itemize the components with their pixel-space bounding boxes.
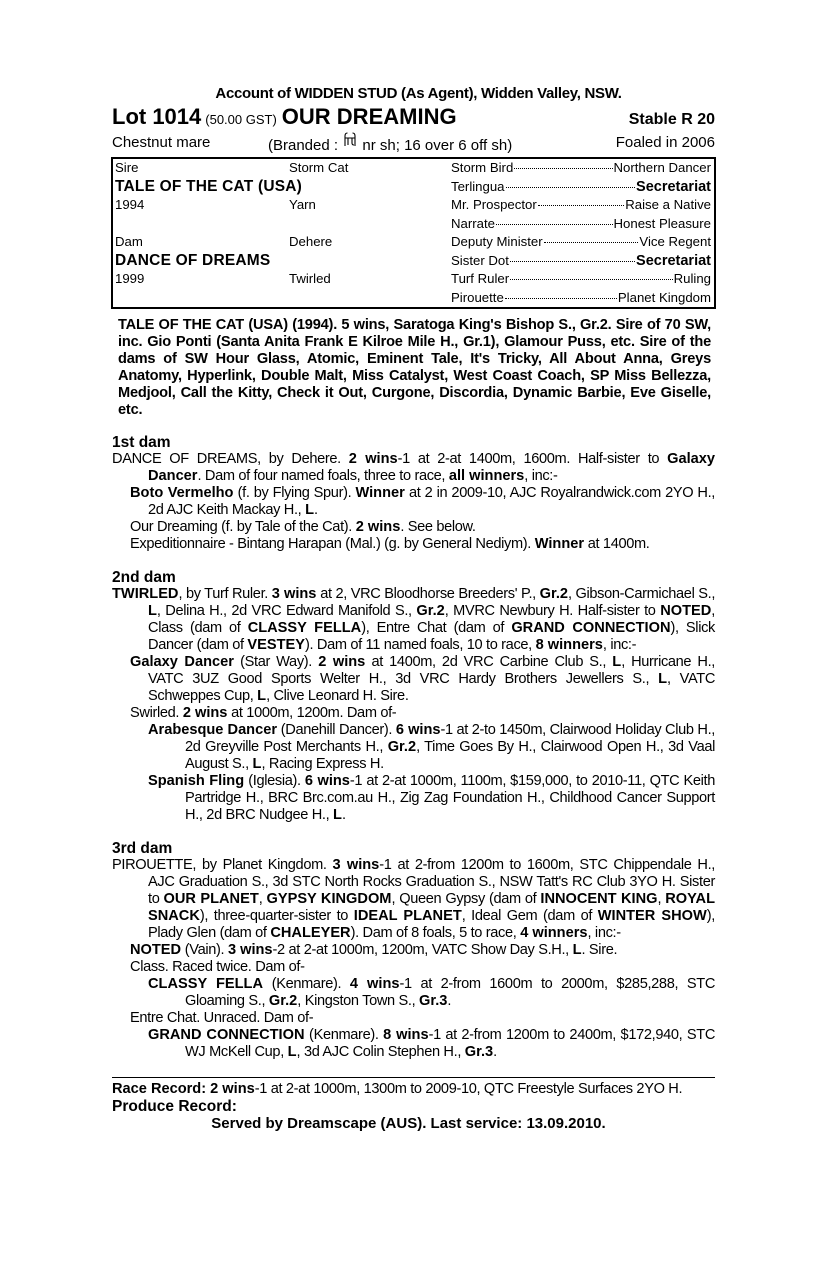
- text: Entre Chat. Unraced. Dam of-: [130, 1010, 314, 1027]
- pedigree-ancestor-row: [113, 215, 714, 234]
- bold-text: CLASSY FELLA: [148, 976, 263, 993]
- dot-leader: [510, 279, 672, 280]
- bold-text: GRAND CONNECTION: [148, 1027, 305, 1044]
- text: , MVRC Newbury H. Half-sister to: [444, 603, 661, 620]
- text: , Delina H., 2d VRC Edward Manifold S.,: [156, 603, 417, 620]
- dam-section: [112, 840, 715, 1061]
- sire-year: 1994: [115, 197, 145, 212]
- text: , Gibson-Carmichael S.,: [568, 586, 716, 603]
- family-entry: [112, 976, 715, 1010]
- bold-text: L: [572, 942, 582, 959]
- ancestor-name: Mr. Prospector: [451, 197, 537, 212]
- vendor-account: Account of WIDDEN STUD (As Agent), Widden Valley, NSW.: [215, 85, 622, 102]
- color-sex: Chestnut mare: [112, 134, 211, 151]
- brand-prefix: (Branded :: [268, 137, 339, 154]
- text: ,: [258, 891, 267, 908]
- text: -1 at 2-to 1450m, Clairwood Holiday Club H., 2d Greyville Post Merchants H.,: [185, 722, 715, 756]
- family-entry: [112, 451, 715, 485]
- bold-text: Galaxy Dancer: [148, 451, 715, 485]
- bold-text: 3 wins: [332, 857, 380, 874]
- bold-text: Gr.2: [387, 739, 417, 756]
- lot-number: Lot 1014: [112, 104, 202, 129]
- ancestor-sire: Planet Kingdom: [617, 289, 711, 305]
- bold-text: 3 wins: [227, 942, 273, 959]
- text: Swirled.: [130, 705, 183, 722]
- text: . Sire.: [581, 942, 618, 959]
- family-entry: [112, 1010, 715, 1027]
- family-entry: [112, 857, 715, 942]
- ancestor-name: Narrate: [451, 215, 495, 231]
- dot-leader: [505, 298, 617, 299]
- dot-leader: [496, 224, 613, 225]
- bold-text: L: [252, 756, 262, 773]
- text: , by Turf Ruler.: [178, 586, 272, 603]
- text: .: [313, 502, 318, 519]
- sire-sire: Storm Cat: [289, 160, 349, 175]
- text: ,: [657, 891, 666, 908]
- pedigree-ancestor-row: [113, 270, 714, 289]
- family-entry: [112, 722, 715, 773]
- bold-text: Gr.3: [464, 1044, 494, 1061]
- brand-info: [268, 132, 616, 154]
- bold-text: WINTER SHOW: [597, 908, 707, 925]
- bold-text: Galaxy Dancer: [130, 654, 234, 671]
- ancestor-sire: Raise a Native: [625, 197, 711, 212]
- family-entry: [112, 485, 715, 519]
- text: (Kenmare).: [263, 976, 350, 993]
- bold-text: GRAND CONNECTION: [511, 620, 671, 637]
- dot-leader: [544, 242, 639, 243]
- sire-name: TALE OF THE CAT (USA): [115, 177, 303, 195]
- text: , inc:-: [587, 925, 621, 942]
- bold-text: 6 wins: [304, 773, 350, 790]
- bold-text: 6 wins: [395, 722, 441, 739]
- family-entry: [112, 654, 715, 705]
- bold-text: all winners: [448, 468, 525, 485]
- dot-leader: [510, 261, 635, 262]
- bold-text: Winner: [355, 485, 405, 502]
- text: , Hurricane H., VATC 3UZ Good Sports Welter H., 3d VRC Hardy Brothers Jewellers S.,: [148, 654, 715, 688]
- text: .: [341, 807, 346, 824]
- horse-name: OUR DREAMING: [281, 104, 457, 129]
- bold-text: ROYAL SNACK: [148, 891, 715, 925]
- bold-text: Gr.2: [539, 586, 569, 603]
- family-entry: [112, 705, 715, 722]
- text: at 2, VRC Bloodhorse Breeders' P.,: [316, 586, 540, 603]
- text: .: [493, 1044, 497, 1061]
- bold-text: GYPSY KINGDOM: [266, 891, 392, 908]
- bold-text: Gr.2: [416, 603, 445, 620]
- ancestor-sire: Vice Regent: [639, 234, 711, 249]
- ancestor-sire: Honest Pleasure: [613, 215, 711, 231]
- text: , Class (dam of: [148, 603, 715, 637]
- dot-leader: [538, 205, 624, 206]
- family-entry: [112, 942, 715, 959]
- ancestor-sire: Ruling: [673, 271, 711, 286]
- ancestor-name: Turf Ruler: [451, 271, 510, 286]
- text: at 2 in 2009-10, AJC Royalrandwick.com 2YO H., 2d AJC Keith Mackay H.,: [148, 485, 716, 519]
- bold-text: NOTED: [660, 603, 712, 620]
- text: -1 at 2-at 1000m, 1300m to 2009-10, QTC Freestyle Surfaces 2YO H.: [254, 1081, 683, 1098]
- text: (Kenmare).: [304, 1027, 384, 1044]
- text: , 3d AJC Colin Stephen H.,: [296, 1044, 465, 1061]
- text: at 1400m.: [584, 536, 650, 553]
- text: -2 at 2-at 1000m, 1200m, VATC Show Day S.H.,: [272, 942, 573, 959]
- ancestor-sire: Secretariat: [636, 178, 711, 195]
- lot-line: [112, 103, 715, 130]
- bold-text: Race Record: 2 wins: [112, 1081, 255, 1098]
- bold-text: L: [287, 1044, 297, 1061]
- text: -1 at 2-from 1200m to 2400m, $172,940, STC WJ McKell Cup,: [185, 1027, 716, 1061]
- text: . Dam of four named foals, three to race,: [197, 468, 449, 485]
- text: ), Entre Chat (dam of: [361, 620, 512, 637]
- bold-text: 2 wins: [318, 654, 366, 671]
- text: -1 at 2-from 1600m to 2000m, $285,288, STC Gloaming S.,: [185, 976, 716, 1010]
- produce-record-label: Produce Record:: [112, 1098, 237, 1116]
- text: -1 at 2-at 1000m, 1100m, $159,000, to 2010-11, QTC Keith Partridge H., BRC Brc.com.au H., Zig Zag Foundation H., Childhood Cancer Support H., 2d BRC Nudgee H.,: [185, 773, 715, 824]
- bold-text: INNOCENT KING: [540, 891, 658, 908]
- text: . See below.: [400, 519, 476, 536]
- text: ). Dam of 11 named foals, 10 to race,: [304, 637, 536, 654]
- section-heading: 3rd dam: [112, 840, 173, 858]
- section-heading: 2nd dam: [112, 569, 176, 587]
- bold-text: 2 wins: [355, 519, 401, 536]
- text: , Racing Express H.: [261, 756, 384, 773]
- pedigree-ancestor-row: [113, 252, 714, 271]
- ancestor-name: Deputy Minister: [451, 234, 543, 249]
- bold-text: OUR PLANET: [163, 891, 259, 908]
- bold-text: L: [612, 654, 622, 671]
- dam-sire: Dehere: [289, 234, 333, 249]
- gst-amount: (50.00 GST): [205, 112, 277, 127]
- sire-summary: TALE OF THE CAT (USA) (1994). 5 wins, Saratoga King's Bishop S., Gr.2. Sire of 70 SW, inc. Gio Ponti (Santa Anita Frank E Kilroe Mile H., Gr.1), Glamour Puss, etc. Sire of the dams of SW Hour Glass, Atomic, Eminent Tale, It's Tricky, All About Anna, Greys Anatomy, Hyperlink, Double Malt, Miss Catalyst, West Coast Coach, SP Miss Bellezza, Medjool, Call the Kitty, Check it Out, Curgone, Discordia, Dynamic Barbie, Eve Giselle, etc.: [118, 317, 711, 418]
- bold-text: L: [658, 671, 668, 688]
- text: , inc:-: [602, 637, 637, 654]
- bold-text: CHALEYER: [270, 925, 351, 942]
- family-entry: [112, 586, 715, 654]
- ancestor-sire: Secretariat: [636, 252, 711, 269]
- bold-text: CLASSY FELLA: [247, 620, 362, 637]
- brand-suffix: nr sh; 16 over 6 off sh): [362, 137, 513, 154]
- bold-text: VESTEY: [247, 637, 305, 654]
- bold-text: L: [305, 502, 314, 519]
- bold-text: L: [257, 688, 267, 705]
- dam-name: DANCE OF DREAMS: [115, 251, 271, 269]
- sire-dam: Yarn: [289, 197, 316, 212]
- dam-label: Dam: [115, 234, 143, 249]
- bold-text: Boto Vermelho: [130, 485, 234, 502]
- description-line: [112, 132, 715, 154]
- text: , Ideal Gem (dam of: [461, 908, 598, 925]
- ancestor-name: Storm Bird: [451, 160, 514, 175]
- text: Expeditionnaire - Bintang Harapan (Mal.) (g. by General Nediym).: [130, 536, 535, 553]
- text: , Time Goes By H., Clairwood Open H., 3d Vaal August S.,: [185, 739, 715, 773]
- bold-text: IDEAL PLANET: [353, 908, 462, 925]
- bold-text: L: [333, 807, 342, 824]
- bold-text: Spanish Fling: [148, 773, 245, 790]
- dot-leader: [506, 187, 636, 188]
- catalogue-page: [112, 84, 715, 1133]
- bold-text: NOTED: [130, 942, 182, 959]
- pedigree-ancestor-row: [113, 233, 714, 252]
- family-entry: [112, 1027, 715, 1061]
- text: -1 at 2-from 1200m to 1600m, STC Chippendale H., AJC Graduation S., 3d STC North Rocks Graduation S., NSW Tatt's RC Club 3YO H. Sister to: [148, 857, 715, 908]
- text: PIROUETTE, by Planet Kingdom.: [112, 857, 333, 874]
- bold-text: 2 wins: [348, 451, 398, 468]
- stable-location: Stable R 20: [628, 111, 715, 128]
- text: at 1400m, 2d VRC Carbine Club S.,: [365, 654, 613, 671]
- bold-text: Gr.3: [419, 993, 448, 1010]
- bold-text: 2 wins: [182, 705, 228, 722]
- text: (f. by Flying Spur).: [233, 485, 356, 502]
- text: -1 at 2-at 1400m, 1600m. Half-sister to: [397, 451, 668, 468]
- bold-text: 8 wins: [383, 1027, 429, 1044]
- text: .: [447, 993, 452, 1010]
- dam-year: 1999: [115, 271, 145, 286]
- dot-leader: [514, 168, 612, 169]
- bold-text: 4 wins: [349, 976, 400, 993]
- bold-text: L: [148, 603, 157, 620]
- bold-text: TWIRLED: [112, 586, 179, 603]
- bold-text: 3 wins: [271, 586, 317, 603]
- bold-text: 4 winners: [520, 925, 588, 942]
- bold-text: 8 winners: [535, 637, 603, 654]
- text: (Star Way).: [233, 654, 319, 671]
- brand-mark-icon: [342, 132, 358, 146]
- text: , Queen Gypsy (dam of: [391, 891, 541, 908]
- section-heading: 1st dam: [112, 434, 171, 452]
- ancestor-name: Sister Dot: [451, 252, 509, 268]
- dam-dam: Twirled: [289, 271, 331, 286]
- race-record: [112, 1081, 715, 1098]
- text: Class. Raced twice. Dam of-: [130, 959, 305, 976]
- sire-label: Sire: [115, 160, 139, 175]
- text: , VATC Schweppes Cup,: [148, 671, 716, 705]
- ancestor-name: Terlingua: [451, 178, 505, 194]
- family-entry: [112, 773, 715, 824]
- dam-section: [112, 569, 715, 824]
- text: , inc:-: [524, 468, 558, 485]
- text: , Kingston Town S.,: [297, 993, 419, 1010]
- pedigree-ancestor-row: [113, 159, 714, 178]
- pedigree-table: [111, 157, 716, 309]
- text: Our Dreaming (f. by Tale of the Cat).: [130, 519, 356, 536]
- text: ), three-quarter-sister to: [199, 908, 354, 925]
- family-entry: [112, 536, 715, 553]
- family-entry: [112, 519, 715, 536]
- foaled-year: Foaled in 2006: [615, 134, 715, 151]
- text: at 1000m, 1200m. Dam of-: [227, 705, 397, 722]
- ancestor-name: Pirouette: [451, 289, 504, 305]
- text: ), Slick Dancer (dam of: [148, 620, 715, 654]
- text: DANCE OF DREAMS, by Dehere.: [112, 451, 349, 468]
- text: (Vain).: [181, 942, 228, 959]
- text: ). Dam of 8 foals, 5 to race,: [350, 925, 521, 942]
- text: (Danehill Dancer).: [277, 722, 396, 739]
- bold-text: Winner: [534, 536, 585, 553]
- family-sections: [112, 434, 715, 1061]
- family-entry: [112, 959, 715, 976]
- bold-text: Gr.2: [268, 993, 298, 1010]
- ancestor-sire: Northern Dancer: [613, 160, 711, 175]
- pedigree-ancestor-row: [113, 178, 714, 197]
- pedigree-ancestor-row: [113, 196, 714, 215]
- dam-section: [112, 434, 715, 553]
- bold-text: Arabesque Dancer: [148, 722, 278, 739]
- service-note: Served by Dreamscape (AUS). Last service: 13.09.2010.: [211, 1115, 606, 1133]
- divider: [112, 1077, 715, 1078]
- text: (Iglesia).: [244, 773, 305, 790]
- text: ), Plady Glen (dam of: [148, 908, 715, 942]
- text: , Clive Leonard H. Sire.: [266, 688, 409, 705]
- pedigree-ancestor-row: [113, 289, 714, 308]
